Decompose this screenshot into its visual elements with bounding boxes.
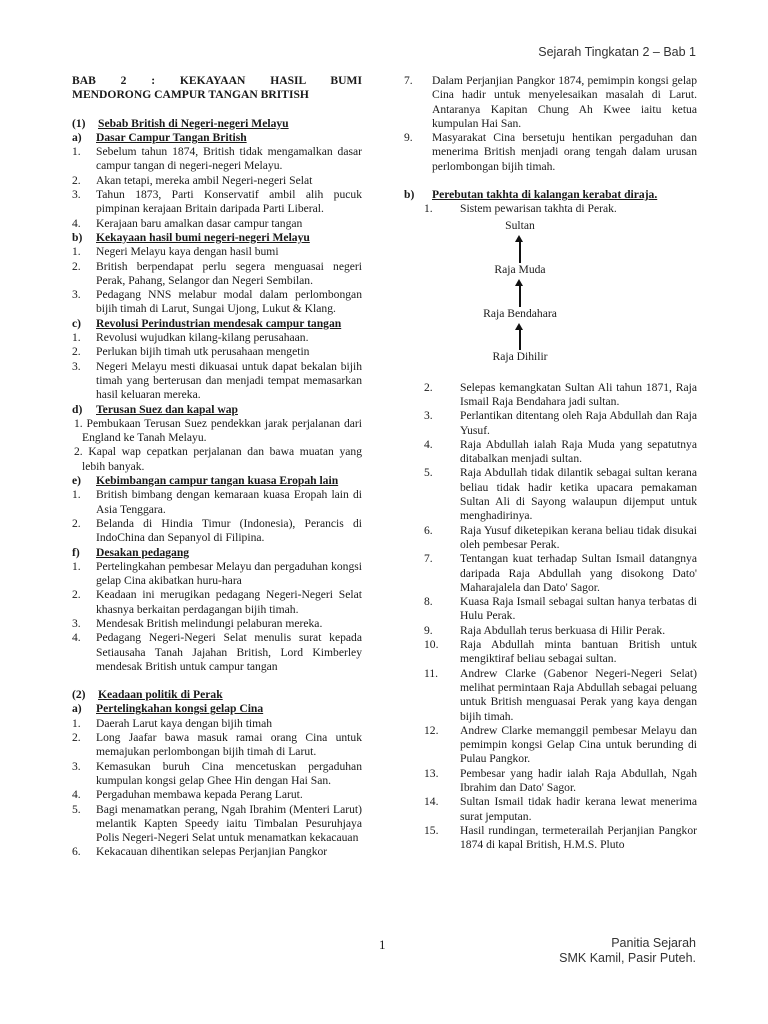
list-item-text: Bagi menamatkan perang, Ngah Ibrahim (Menteri Larut) melantik Kapten Speedy iaitu Timbalan Pesuruhjaya Polis Negeri-Negeri Selat untuk menamatkan kekacauan [96,802,362,845]
list-item-number: 9. [404,131,413,145]
list-item-number: 4. [72,788,81,802]
list-item [72,174,362,188]
list-item-number: 2. [72,516,81,530]
list-item-text: Andrew Clarke (Gabenor Negeri-Negeri Selat) melihat permintaan Raja Abdullah sebagai peluang untuk British menguasai Perak yang kaya dengan bijih timah. [460,666,697,723]
list-item-number: 3. [72,288,81,302]
list-item-text: Andrew Clarke memanggil pembesar Melayu dan pemimpin kongsi Gelap Cina untuk berunding di Pulau Pangkor. [460,723,697,766]
list-item-text: Pembesar yang hadir ialah Raja Abdullah, Ngah Ibrahim dan Dato' Sagor. [460,766,697,794]
list-item-text: Masyarakat Cina bersetuju hentikan pergaduhan dan menerima British menjadi orang tengah dalam urusan perlombongan bijih timah. [432,131,697,173]
list-1f [72,560,362,674]
list-item [404,667,697,724]
list-item [72,345,362,359]
list-item [404,767,697,796]
chart-node-raja-bendahara: Raja Bendahara [483,306,557,320]
list-item-text: Belanda di Hindia Timur (Indonesia), Perancis di IndoChina dan Sepanyol di Filipina. [96,516,362,545]
list-item-text: Hasil rundingan, termeterailah Perjanjian Pangkor 1874 di kapal British, H.M.S. Pluto [460,823,697,852]
list-item-text: Pergaduhan membawa kepada Perang Larut. [96,788,303,802]
subsection-1a-heading: a) Dasar Campur Tangan British [72,130,247,144]
list-item-number: 2. [424,380,433,394]
list-2b [404,381,697,853]
list-item-number: 5. [72,802,81,816]
list-item-number: 10. [424,638,439,652]
list-item [404,552,697,595]
list-item [404,795,697,824]
list-item-number: 14. [424,795,439,809]
list-item-number: 3. [72,359,81,373]
list-item [72,445,362,474]
list-1b [72,245,362,316]
list-item [72,560,362,589]
chart-node-raja-dihilir: Raja Dihilir [492,349,548,363]
list-item-number: 11. [424,666,439,680]
left-column [72,74,362,860]
list-item-text: Raja Abdullah tidak dilantik sebagai sultan kerana beliau tidak hadir ketika upacara pemakaman Sultan Ali di Sayong walaupun dijemput untuk menghadirinya. [460,466,697,523]
list-item-number: 3. [72,188,81,202]
list-item [404,638,697,667]
list-item-text: Kapal wap cepatkan perjalanan dan bawa muatan yang lebih banyak. [82,445,362,473]
list-item-number: 1. [72,716,81,730]
page-number: 1 [379,937,386,952]
list-item-text: Tentangan kuat terhadap Sultan Ismail datangnya daripada Raja Abdullah yang disokong Dato' Maharajalela dan Dato' Sagor. [460,552,697,594]
list-item-text: Negeri Melayu kaya dengan hasil bumi [96,245,279,259]
list-item-number: 7. [404,74,413,87]
list-item-number: 6. [72,845,81,859]
list-item [404,524,697,553]
list-item-text: Negeri Melayu mesti dikuasai untuk dapat bekalan bijih timah yang berterusan dan menjadi tempat memasarkan hasil keluaran mereka. [96,359,362,402]
list-item-number: 6. [424,523,433,537]
list-item-text: Revolusi wujudkan kilang-kilang perusahaan. [96,331,309,345]
list-item [72,360,362,403]
chapter-title-line2: MENDORONG CAMPUR TANGAN BRITISH [72,88,309,102]
list-item [72,803,362,846]
up-arrow-icon [519,329,521,350]
list-item-text: Sebelum tahun 1874, British tidak mengamalkan dasar campur tangan di negeri-negeri Melayu. [96,145,362,173]
list-item [72,331,362,345]
subsection-1f-heading: f) Desakan pedagang [72,545,190,559]
list-item-number: 3. [424,409,433,423]
list-item [404,438,697,467]
list-2a-continued [404,74,697,174]
subsection-2b-heading: b) Perebutan takhta di kalangan kerabat diraja. [404,188,658,202]
list-item [72,488,362,517]
list-item-text: Kerajaan baru amalkan dasar campur tangan [96,216,303,230]
list-1c [72,331,362,402]
succession-chart [460,217,580,367]
list-item [72,288,362,317]
up-arrow-icon [519,285,521,307]
up-arrow-icon [519,241,521,263]
list-item-text: Pertelingkahan pembesar Melayu dan pergaduhan kongsi gelap Cina akibatkan huru-hara [96,559,362,588]
list-1a [72,145,362,231]
list-2a [72,717,362,860]
list-item-number: 3. [72,759,81,773]
list-item [72,188,362,217]
list-item-number: 2. [72,345,81,359]
list-item-text: Mendesak British melindungi pelaburan mereka. [96,616,323,630]
list-item [72,631,362,674]
list-item-text: Raja Abdullah terus berkuasa di Hilir Perak. [460,623,666,637]
list-1d [72,417,362,474]
list-item-text: Long Jaafar bawa masuk ramai orang Cina untuk memajukan perlombongan bijih timah di Larut. [96,731,362,759]
list-item-text: Perlantikan ditentang oleh Raja Abdullah dan Raja Yusuf. [460,409,697,437]
list-item-text: Kuasa Raja Ismail sebagai sultan hanya terbatas di Hulu Perak. [460,595,697,623]
list-item [404,381,697,410]
subsection-1d-heading: d) Terusan Suez dan kapal wap [72,402,238,416]
list-item [404,409,697,438]
list-item [72,845,362,859]
list-item-number: 4. [424,437,433,451]
list-item [72,731,362,760]
list-item-text: Raja Abdullah ialah Raja Muda yang sepatutnya ditabalkan menjadi sultan. [460,437,697,466]
list-item-text: Dalam Perjanjian Pangkor 1874, pemimpin kongsi gelap Cina hadir untuk menyelesaikan masalah di Larut. Antaranya Kapitan Chung Ah Kwee iaitu ketua kumpulan Hai San. [432,74,697,130]
list-item-number: 1. [72,331,81,345]
footer-panel: Panitia Sejarah [611,936,696,950]
list-item [404,624,697,638]
list-item-text: Sultan Ismail tidak hadir kerana lewat menerima surat jemputan. [460,795,697,823]
list-1e [72,488,362,545]
list-item-number: 1. [72,145,81,159]
subsection-1c-heading: c) Revolusi Perindustrian mendesak campur tangan [72,316,342,330]
list-item-text: Kekacauan dihentikan selepas Perjanjian Pangkor [96,845,328,859]
footer-school [559,936,696,966]
list-item-text: Pedagang Negeri-Negeri Selat menulis surat kepada Setiausaha Tanah Jajahan British, Lord Kimberley mendesak British untuk campur tangan [96,631,362,673]
list-item [72,260,362,289]
list-item [72,760,362,789]
list-item-number: 4. [72,631,81,645]
list-item-text: Keadaan ini merugikan pedagang Negeri-Negeri Selat khasnya berkaitan perdagangan bijih timah. [96,588,362,616]
list-item-text: Selepas kemangkatan Sultan Ali tahun 1871, Raja Ismail Raja Bendahara jadi sultan. [460,380,697,408]
list-item-number: 1. [72,488,81,502]
subsection-2a-heading: a) Pertelingkahan kongsi gelap Cina [72,702,264,716]
list-item [72,417,362,446]
list-item [404,724,697,767]
list-item [404,466,697,523]
list-item [72,588,362,617]
list-item-number: 12. [424,723,439,737]
list-item-number: 2. [74,445,83,459]
list-item [72,245,362,259]
list-item-number: 4. [72,216,81,230]
list-item-text: Akan tetapi, mereka ambil Negeri-negeri Selat [96,173,313,187]
subsection-1b-heading: b) Kekayaan hasil bumi negeri-negeri Melayu [72,230,310,244]
page-header: Sejarah Tingkatan 2 – Bab 1 [538,45,696,59]
section-2-heading: (2) Keadaan politik di Perak [72,688,223,702]
list-item-number: 1. [72,245,81,259]
list-item: 1. Sistem pewarisan takhta di Perak. [424,202,617,216]
list-item-text: Daerah Larut kaya dengan bijih timah [96,716,273,730]
list-item [72,617,362,631]
chapter-title: BAB 2 : KEKAYAAN HASIL BUMI [72,74,362,87]
list-item-number: 5. [424,466,433,480]
list-item-number: 2. [72,731,81,745]
list-item-text: Perlukan bijih timah utk perusahaan mengetin [96,345,310,359]
list-item-text: Raja Abdullah minta bantuan British untuk mengiktiraf beliau sebagai sultan. [460,638,697,666]
list-item-number: 8. [424,595,433,609]
list-item [404,595,697,624]
list-item-number: 15. [424,823,439,837]
list-item-number: 1. [72,559,81,573]
list-item-number: 3. [72,616,81,630]
list-item-text: British berpendapat perlu segera menguasai negeri Perak, Pahang, Selangor dan Negeri Sembilan. [96,259,362,287]
list-item-number: 2. [72,588,81,602]
list-item-text: Raja Yusuf diketepikan kerana beliau tidak disukai oleh pembesar Perak. [460,523,697,551]
list-item-text: Pedagang NNS melabur modal dalam perlombongan bijih timah di Larut, Sungai Ujong, Lukut & Klang. [96,288,362,316]
list-item [72,145,362,174]
section-1-heading: (1) Sebab British di Negeri-negeri Melayu [72,116,289,130]
list-item [404,824,697,853]
list-item-text: British bimbang dengan kemaraan kuasa Eropah lain di Asia Tenggara. [96,488,362,516]
list-item-number: 1. [74,416,83,430]
list-item [404,74,697,131]
list-item-number: 9. [424,623,433,637]
list-item-number: 2. [72,173,81,187]
list-item-text: Pembukaan Terusan Suez pendekkan jarak perjalanan dari England ke Tanah Melayu. [82,416,362,445]
list-item [72,717,362,731]
list-item-number: 7. [424,552,433,566]
list-item-text: Tahun 1873, Parti Konservatif ambil alih pucuk pimpinan kerajaan Britain daripada Parti Liberal. [96,188,362,216]
list-item [72,217,362,231]
list-item [404,131,697,174]
list-item-text: Kemasukan buruh Cina mencetuskan pergaduhan kumpulan kongsi gelap Ghee Hin dengan Hai San. [96,759,362,787]
right-column [404,74,697,852]
list-item-number: 2. [72,259,81,273]
subsection-1e-heading: e) Kebimbangan campur tangan kuasa Eropah lain [72,474,339,488]
list-item [72,517,362,546]
chart-node-raja-muda: Raja Muda [494,262,546,276]
chart-node-sultan: Sultan [505,218,535,232]
list-item-number: 13. [424,766,439,780]
list-item [72,788,362,802]
footer-school-name: SMK Kamil, Pasir Puteh. [559,951,696,965]
